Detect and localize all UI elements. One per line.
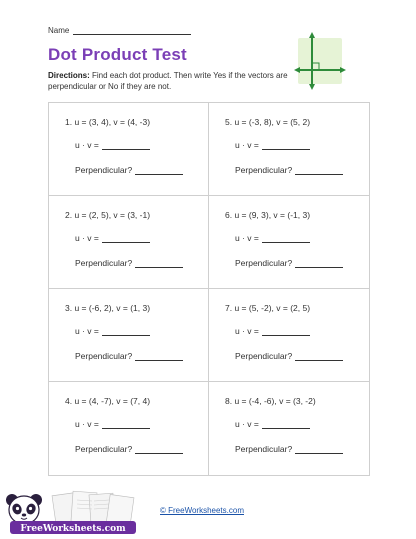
panda-mascot-icon [6,494,42,524]
perpendicular-row [235,165,343,175]
directions-label: Directions: [48,71,90,80]
perp-label: Perpendicular? [75,258,133,268]
perp-answer-blank[interactable] [135,354,183,361]
problem-cell-2 [49,196,209,289]
dot-label: u · v = [75,233,99,243]
directions [48,70,288,92]
dot-answer-blank[interactable] [102,329,150,336]
problem-question: 8. u = (-4, -6), v = (3, -2) [225,396,316,406]
problem-grid [48,102,370,476]
problem-question: 7. u = (5, -2), v = (2, 5) [225,303,311,313]
dot-product-row [75,419,150,429]
problem-cell-7 [209,289,369,382]
perp-answer-blank[interactable] [135,447,183,454]
dot-product-row [235,419,310,429]
dot-answer-blank[interactable] [102,143,150,150]
page-title: Dot Product Test [48,45,187,64]
problem-question: 2. u = (2, 5), v = (3, -1) [65,210,151,220]
problem-question: 1. u = (3, 4), v = (4, -3) [65,117,151,127]
perpendicular-row [75,165,183,175]
dot-product-row [75,233,150,243]
perpendicular-row [235,258,343,268]
name-field-row [48,26,191,35]
perpendicular-row [235,444,343,454]
perp-answer-blank[interactable] [295,447,343,454]
dot-answer-blank[interactable] [262,422,310,429]
freeworksheets-logo [2,488,140,536]
perpendicular-axes-icon [294,32,346,90]
dot-answer-blank[interactable] [102,236,150,243]
dot-label: u · v = [235,326,259,336]
perpendicular-row [235,351,343,361]
name-blank[interactable] [73,27,191,35]
dot-label: u · v = [75,140,99,150]
problem-cell-5 [209,103,369,196]
dot-label: u · v = [235,233,259,243]
perp-label: Perpendicular? [235,444,293,454]
problem-cell-3 [49,289,209,382]
dot-answer-blank[interactable] [262,143,310,150]
problem-question: 6. u = (9, 3), v = (-1, 3) [225,210,311,220]
dot-product-row [235,233,310,243]
problem-question: 3. u = (-6, 2), v = (1, 3) [65,303,151,313]
perp-label: Perpendicular? [75,444,133,454]
copyright-link[interactable]: © FreeWorksheets.com [160,506,244,515]
dot-label: u · v = [235,419,259,429]
name-label: Name [48,26,70,35]
perpendicular-row [75,444,183,454]
problem-cell-8 [209,382,369,475]
dot-label: u · v = [75,326,99,336]
perp-answer-blank[interactable] [135,168,183,175]
perpendicular-row [75,351,183,361]
dot-product-row [75,140,150,150]
problem-question: 5. u = (-3, 8), v = (5, 2) [225,117,311,127]
dot-product-row [235,140,310,150]
perp-label: Perpendicular? [75,165,133,175]
dot-label: u · v = [75,419,99,429]
perp-label: Perpendicular? [235,165,293,175]
dot-answer-blank[interactable] [262,329,310,336]
perpendicular-row [75,258,183,268]
problem-cell-6 [209,196,369,289]
dot-product-row [75,326,150,336]
problem-cell-4 [49,382,209,475]
dot-product-row [235,326,310,336]
problem-question: 4. u = (4, -7), v = (7, 4) [65,396,151,406]
dot-label: u · v = [235,140,259,150]
perp-label: Perpendicular? [235,351,293,361]
logo-text: FreeWorksheets.com [20,524,126,534]
dot-answer-blank[interactable] [102,422,150,429]
perp-answer-blank[interactable] [295,168,343,175]
directions-text: Find each dot product. Then write Yes if the vectors are perpendicular or No if they are not. [48,71,288,91]
perp-answer-blank[interactable] [295,354,343,361]
perp-label: Perpendicular? [75,351,133,361]
perp-answer-blank[interactable] [135,261,183,268]
perp-answer-blank[interactable] [295,261,343,268]
problem-cell-1 [49,103,209,196]
dot-answer-blank[interactable] [262,236,310,243]
perp-label: Perpendicular? [235,258,293,268]
